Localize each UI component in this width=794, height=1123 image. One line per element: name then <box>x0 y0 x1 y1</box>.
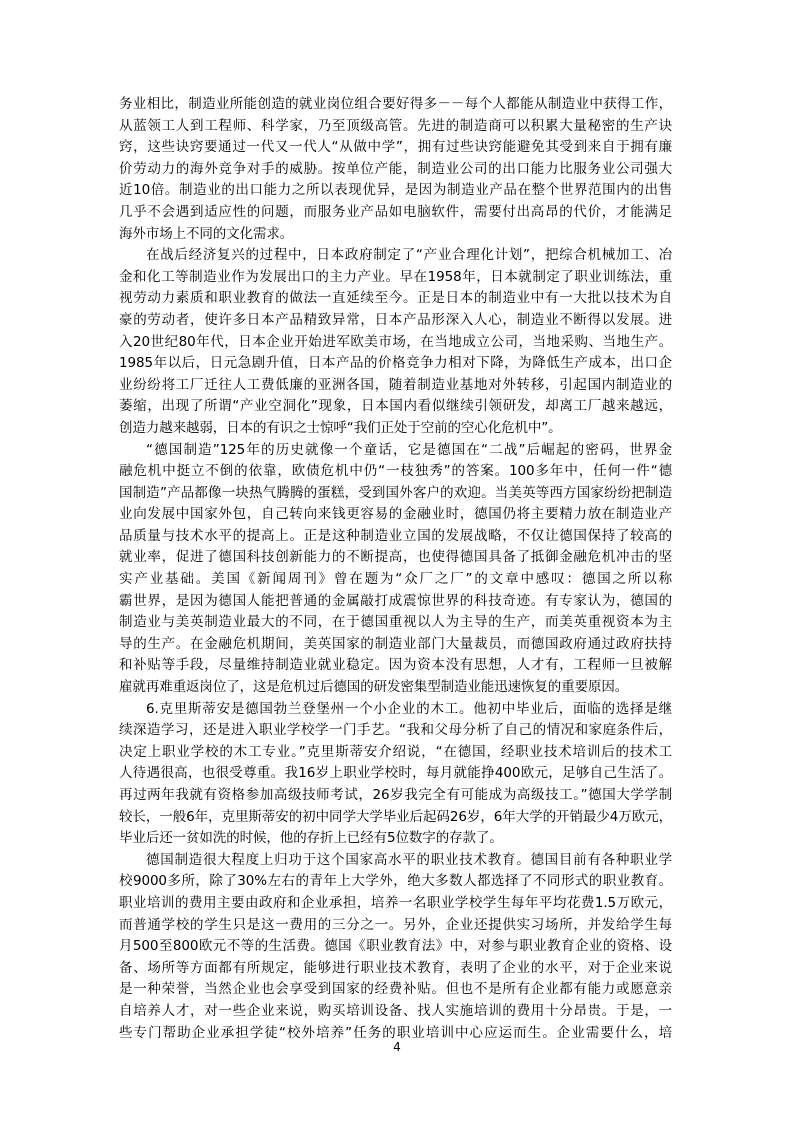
text-line: 国制造”产品都像一块热气腾腾的蛋糕，受到国外客户的欢迎。当美英等西方国家纷纷把制造 <box>119 484 672 501</box>
text-line: 月500至800欧元不等的生活费。德国《职业教育法》中，对参与职业教育企业的资格、设 <box>119 938 672 955</box>
text-line: 雇就再难重返岗位了，这是危机过后德国的研发密集型制造业能迅速恢复的重要原因。 <box>119 679 629 696</box>
text-line: 从蓝领工人到工程师、科学家，乃至顶级高管。先进的制造商可以积累大量秘密的生产诀 <box>119 117 672 134</box>
text-line: 续深造学习，还是进入职业学校学一门手艺。“我和父母分析了自己的情况和家庭条件后， <box>119 722 672 739</box>
text-line: 业纷纷将工厂迁往人工费低廉的亚洲各国，随着制造业基地对外转移，引起国内制造业的 <box>119 376 672 393</box>
text-line: 再过两年我就有资格参加高级技师考试，26岁我完全有可能成为高级技工。”德国大学学制 <box>119 787 672 803</box>
text-line: 人待遇很高，也很受尊重。我16岁上职业学校时，每月就能挣400欧元，足够自己生活了。 <box>119 765 672 782</box>
text-line: 海外市场上不同的文化需求。 <box>119 225 294 242</box>
paragraph <box>119 699 672 850</box>
text-line: 融危机中挺立不倒的依靠，欧债危机中仍“一枝独秀”的答案。100多年中，任何一件“德 <box>119 463 672 480</box>
text-line: 窍，这些诀窍要通过一代又一代人“从做中学”，拥有过些诀窍能避免其受到来自于拥有廉 <box>119 139 672 156</box>
text-line: 在战后经济复兴的过程中，日本政府制定了“产业合理化计划”，把综合机械加工、冶 <box>146 247 672 264</box>
text-line: 金和化工等制造业作为发展出口的主力产业。早在1958年，日本就制定了职业训练法，重 <box>119 268 672 285</box>
text-line: 导的生产。在金融危机期间，美英国家的制造业部门大量裁员，而德国政府通过政府扶持 <box>119 635 672 652</box>
text-line: 自培养人才，对一些企业来说，购买培训设备、找人实施培训的费用十分昂贵。于是，一 <box>119 1002 672 1019</box>
text-line: 务业相比，制造业所能创造的就业岗位组合要好得多－－每个人都能从制造业中获得工作， <box>119 96 672 112</box>
paragraph <box>119 850 672 1044</box>
text-line: 1985年以后，日元急剧升值，日本产品的价格竞争力相对下降，为降低生产成本，出口企 <box>119 355 672 372</box>
text-line: 实产业基础。美国《新闻周刊》曾在题为“众厂之厂”的文章中感叹：德国之所以称 <box>119 571 672 588</box>
text-line: 6.克里斯蒂安是德国勃兰登堡州一个小企业的木工。他初中毕业后，面临的选择是继 <box>146 700 672 717</box>
text-line: 德国制造很大程度上归功于这个国家高水平的职业技术教育。德国目前有各种职业学 <box>146 851 672 868</box>
text-line: 价劳动力的海外竞争对手的威胁。按单位产能，制造业公司的出口能力比服务业公司强大 <box>119 160 672 177</box>
paragraph <box>119 94 672 245</box>
text-line: 是一种荣誉，当然企业也会享受到国家的经费补贴。但也不是所有企业都有能力或愿意亲 <box>119 981 672 998</box>
text-line: 而普通学校的学生只是这一费用的三分之一。另外，企业还提供实习场所，并发给学生每 <box>119 916 672 933</box>
text-line: 创造力越来越弱，日本的有识之士惊呼“我们正处于空前的空心化危机中”。 <box>119 419 562 436</box>
text-line: 些专门帮助企业承担学徒“校外培养”任务的职业培训中心应运而生。企业需要什么，培 <box>119 1024 672 1041</box>
text-line: 萎缩，出现了所谓“产业空洞化”现象，日本国内看似继续引领研发，却离工厂越来越远， <box>119 398 672 415</box>
text-line: 豪的劳动者，使许多日本产品精致异常，日本产品形深入人心，制造业不断得以发展。进 <box>119 311 672 328</box>
paragraph <box>119 245 672 439</box>
text-line: 毕业后还一贫如洗的时候，他的存折上已经有5位数字的存款了。 <box>119 830 503 847</box>
text-line: 业向发展中国家外包，自己转向来钱更容易的金融业时，德国仍将主要精力放在制造业产 <box>119 506 672 523</box>
page-number: 4 <box>393 1040 401 1054</box>
text-line: 职业培训的费用主要由政府和企业承担，培养一名职业学校学生每年平均花费1.5万欧元， <box>119 894 672 911</box>
text-line: 决定上职业学校的木工专业。”克里斯蒂安介绍说，“在德国，经职业技术培训后的技术工 <box>119 743 672 760</box>
text-line: 和补贴等手段，尽量维持制造业就业稳定。因为资本没有思想，人才有，工程师一旦被解 <box>119 657 672 674</box>
text-line: 几乎不会遇到适应性的问题，而服务业产品如电脑软件，需要付出高昂的代价，才能满足 <box>119 203 672 220</box>
text-line: 校9000多所，除了30%左右的青年上大学外，绝大多数人都选择了不同形式的职业教育。 <box>119 873 672 890</box>
text-line: 视劳动力素质和职业教育的做法一直延续至今。正是日本的制造业中有一大批以技术为自 <box>119 290 672 307</box>
text-line: “德国制造”125年的历史就像一个童话，它是德国在“二战”后崛起的密码，世界金 <box>146 441 672 458</box>
text-line: 入20世纪80年代，日本企业开始进军欧美市场，在当地成立公司，当地采购、当地生产。 <box>119 333 672 350</box>
text-line: 备、场所等方面都有所规定，能够进行职业技术教育，表明了企业的水平，对于企业来说 <box>119 959 672 976</box>
text-line: 品质量与技术水平的提高上。正是这种制造业立国的发展战略，不仅让德国保持了较高的 <box>119 527 672 544</box>
text-line: 就业率，促进了德国科技创新能力的不断提高，也使得德国具备了抵御金融危机冲击的坚 <box>119 549 672 566</box>
text-line: 近10倍。制造业的出口能力之所以表现优异，是因为制造业产品在整个世界范围内的出售 <box>119 182 672 199</box>
text-line: 制造业与美英制造业最大的不同，在于德国重视以人为主导的生产，而美英重视资本为主 <box>119 614 672 631</box>
document-body <box>119 94 672 1044</box>
text-line: 较长，一般6年，克里斯蒂安的初中同学大学毕业后起码26岁，6年大学的开销最少4万欧元， <box>119 808 672 825</box>
paragraph <box>119 440 672 699</box>
text-line: 霸世界，是因为德国人能把普通的金属敲打成震惊世界的科技奇迹。有专家认为，德国的 <box>119 592 672 609</box>
